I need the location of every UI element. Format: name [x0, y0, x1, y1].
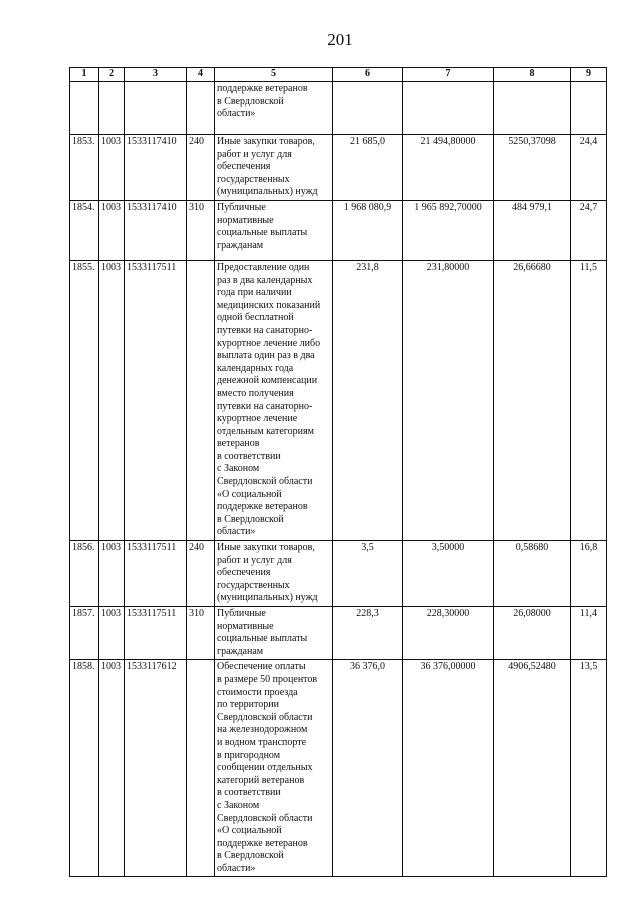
column-header: 9: [571, 68, 607, 82]
cell-num: 1856.: [70, 541, 99, 607]
table-row: [70, 135, 607, 201]
cell-target: 1533117410: [125, 135, 187, 201]
cell-name: поддержке ветеранов в Свердловской области»: [215, 82, 333, 135]
cell-c8: 4906,52480: [494, 660, 571, 877]
cell-c7: [403, 82, 494, 135]
cell-c6: [333, 82, 403, 135]
column-header: 5: [215, 68, 333, 82]
cell-c7: 228,30000: [403, 607, 494, 660]
cell-c9: 11,4: [571, 607, 607, 660]
cell-section: 1003: [99, 607, 125, 660]
cell-target: 1533117612: [125, 660, 187, 877]
table-row: [70, 607, 607, 660]
table-header-row: [70, 68, 607, 82]
cell-section: 1003: [99, 660, 125, 877]
cell-name: Иные закупки товаров, работ и услуг для обеспечения государственных (муниципальных) нужд: [215, 541, 333, 607]
column-header: 3: [125, 68, 187, 82]
column-header: 1: [70, 68, 99, 82]
cell-c6: 1 968 080,9: [333, 200, 403, 260]
cell-c8: 0,58680: [494, 541, 571, 607]
cell-name: Обеспечение оплаты в размере 50 процентов стоимости проезда по территории Свердловской области на железнодорожном и водном транспорте в пригородном сообщении отдельных категорий ветеранов в соответствии с Законом Свердловской области «О социальной поддержке ветеранов в Свердловской области»: [215, 660, 333, 877]
cell-c9: 13,5: [571, 660, 607, 877]
cell-type: [187, 660, 215, 877]
column-header: 8: [494, 68, 571, 82]
cell-c9: 11,5: [571, 260, 607, 540]
cell-section: 1003: [99, 541, 125, 607]
cell-target: 1533117410: [125, 200, 187, 260]
cell-num: 1857.: [70, 607, 99, 660]
cell-c6: 21 685,0: [333, 135, 403, 201]
cell-c6: 36 376,0: [333, 660, 403, 877]
cell-target: [125, 82, 187, 135]
page-number: 201: [327, 30, 353, 49]
cell-num: 1854.: [70, 200, 99, 260]
cell-c9: 16,8: [571, 541, 607, 607]
cell-type: 240: [187, 135, 215, 201]
cell-section: 1003: [99, 135, 125, 201]
cell-section: [99, 82, 125, 135]
cell-target: 1533117511: [125, 607, 187, 660]
cell-num: 1853.: [70, 135, 99, 201]
cell-c6: 228,3: [333, 607, 403, 660]
cell-c7: 36 376,00000: [403, 660, 494, 877]
cell-type: 310: [187, 200, 215, 260]
cell-c9: 24,7: [571, 200, 607, 260]
column-header: 6: [333, 68, 403, 82]
cell-c8: 26,08000: [494, 607, 571, 660]
budget-table: [69, 67, 607, 877]
cell-c6: 231,8: [333, 260, 403, 540]
cell-c9: 24,4: [571, 135, 607, 201]
cell-num: 1855.: [70, 260, 99, 540]
cell-target: 1533117511: [125, 260, 187, 540]
table-row: [70, 660, 607, 877]
cell-section: 1003: [99, 200, 125, 260]
cell-num: [70, 82, 99, 135]
cell-c7: 21 494,80000: [403, 135, 494, 201]
cell-c8: 26,66680: [494, 260, 571, 540]
cell-name: Иные закупки товаров, работ и услуг для обеспечения государственных (муниципальных) нужд: [215, 135, 333, 201]
cell-type: 240: [187, 541, 215, 607]
cell-target: 1533117511: [125, 541, 187, 607]
cell-num: 1858.: [70, 660, 99, 877]
cell-c8: 484 979,1: [494, 200, 571, 260]
cell-c7: 1 965 892,70000: [403, 200, 494, 260]
cell-type: [187, 260, 215, 540]
cell-c9: [571, 82, 607, 135]
column-header: 4: [187, 68, 215, 82]
cell-type: [187, 82, 215, 135]
cell-c6: 3,5: [333, 541, 403, 607]
cell-c7: 3,50000: [403, 541, 494, 607]
cell-name: Предоставление один раз в два календарных года при наличии медицинских показаний одной бесплатной путевки на санаторно- курортное лечение либо выплата один раз в два календарных года денежной компенсации вместо получения путевки на санаторно- курортное лечение отдельным категориям ветеранов в соответствии с Законом Свердловской области «О социальной поддержке ветеранов в Свердловской области»: [215, 260, 333, 540]
cell-name: Публичные нормативные социальные выплаты гражданам: [215, 607, 333, 660]
cell-section: 1003: [99, 260, 125, 540]
column-header: 7: [403, 68, 494, 82]
cell-c8: 5250,37098: [494, 135, 571, 201]
table-row-continuation: [70, 82, 607, 135]
table-row: [70, 541, 607, 607]
cell-c7: 231,80000: [403, 260, 494, 540]
cell-type: 310: [187, 607, 215, 660]
cell-c8: [494, 82, 571, 135]
column-header: 2: [99, 68, 125, 82]
cell-name: Публичные нормативные социальные выплаты гражданам: [215, 200, 333, 260]
table-row: [70, 260, 607, 540]
table-row: [70, 200, 607, 260]
